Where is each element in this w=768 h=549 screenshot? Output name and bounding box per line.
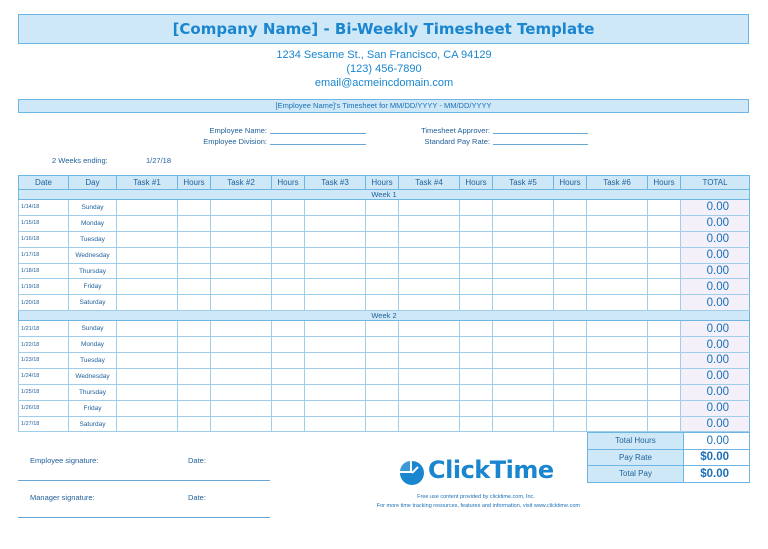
day-cell: Thursday [69, 263, 117, 279]
date-cell: 1/24/18 [19, 368, 69, 384]
approver-field[interactable] [493, 133, 588, 134]
hours-cell[interactable] [460, 353, 493, 369]
total-hours-value: 0.00 [684, 433, 750, 450]
timesheet-table [18, 175, 750, 432]
hours-cell[interactable] [366, 279, 399, 295]
hours-cell[interactable] [648, 416, 681, 432]
task-cell[interactable] [587, 384, 648, 400]
hours-cell[interactable] [554, 231, 587, 247]
row-total-cell: 0.00 [681, 231, 750, 247]
column-header: Task #1 [117, 176, 178, 190]
total-pay-label: Total Pay [588, 466, 684, 483]
date-cell: 1/27/18 [19, 416, 69, 432]
date-cell: 1/26/18 [19, 400, 69, 416]
task-cell[interactable] [493, 321, 554, 337]
hours-cell[interactable] [460, 384, 493, 400]
employee-name-field[interactable] [270, 133, 366, 134]
task-cell[interactable] [399, 279, 460, 295]
task-cell[interactable] [399, 337, 460, 353]
task-cell[interactable] [587, 368, 648, 384]
hours-cell[interactable] [554, 279, 587, 295]
day-cell: Tuesday [69, 231, 117, 247]
task-cell[interactable] [117, 337, 178, 353]
hours-cell[interactable] [178, 400, 211, 416]
table-row [19, 263, 750, 279]
hours-cell[interactable] [460, 368, 493, 384]
task-cell[interactable] [211, 279, 272, 295]
total-pay-row [588, 466, 750, 483]
task-cell[interactable] [211, 215, 272, 231]
task-cell[interactable] [493, 200, 554, 216]
hours-cell[interactable] [460, 416, 493, 432]
task-cell[interactable] [587, 337, 648, 353]
hours-cell[interactable] [460, 231, 493, 247]
column-header: Task #5 [493, 176, 554, 190]
task-cell[interactable] [587, 416, 648, 432]
hours-cell[interactable] [554, 200, 587, 216]
task-cell[interactable] [305, 279, 366, 295]
date-cell: 1/22/18 [19, 337, 69, 353]
task-cell[interactable] [117, 321, 178, 337]
task-cell[interactable] [117, 400, 178, 416]
column-header: Task #2 [211, 176, 272, 190]
hours-cell[interactable] [272, 200, 305, 216]
task-cell[interactable] [493, 384, 554, 400]
task-cell[interactable] [399, 215, 460, 231]
summary-pay-rate-label: Pay Rate [588, 449, 684, 466]
pay-rate-row [588, 449, 750, 466]
hours-cell[interactable] [178, 321, 211, 337]
column-header: Hours [554, 176, 587, 190]
table-row [19, 321, 750, 337]
column-header: Hours [460, 176, 493, 190]
task-cell[interactable] [117, 416, 178, 432]
hours-cell[interactable] [366, 400, 399, 416]
hours-cell[interactable] [648, 384, 681, 400]
table-header-row [19, 176, 750, 190]
row-total-cell: 0.00 [681, 247, 750, 263]
task-cell[interactable] [117, 279, 178, 295]
hours-cell[interactable] [366, 200, 399, 216]
task-cell[interactable] [587, 215, 648, 231]
hours-cell[interactable] [178, 295, 211, 311]
day-cell: Monday [69, 337, 117, 353]
task-cell[interactable] [399, 384, 460, 400]
timesheet-subtitle: [Employee Name]'s Timesheet for MM/DD/YYYY - MM/DD/YYYY [18, 99, 749, 113]
task-cell[interactable] [493, 279, 554, 295]
task-cell[interactable] [305, 337, 366, 353]
row-total-cell: 0.00 [681, 295, 750, 311]
hours-cell[interactable] [366, 215, 399, 231]
task-cell[interactable] [493, 400, 554, 416]
table-row [19, 295, 750, 311]
hours-cell[interactable] [178, 384, 211, 400]
hours-cell[interactable] [272, 353, 305, 369]
hours-cell[interactable] [460, 321, 493, 337]
task-cell[interactable] [117, 295, 178, 311]
hours-cell[interactable] [648, 295, 681, 311]
hours-cell[interactable] [648, 215, 681, 231]
hours-cell[interactable] [272, 295, 305, 311]
task-cell[interactable] [211, 231, 272, 247]
task-cell[interactable] [493, 215, 554, 231]
employee-date-label: Date: [188, 456, 206, 465]
pay-rate-field[interactable] [493, 144, 588, 145]
task-cell[interactable] [587, 200, 648, 216]
table-row [19, 337, 750, 353]
hours-cell[interactable] [460, 200, 493, 216]
date-cell: 1/20/18 [19, 295, 69, 311]
task-cell[interactable] [305, 263, 366, 279]
hours-cell[interactable] [554, 295, 587, 311]
hours-cell[interactable] [648, 247, 681, 263]
summary-pay-rate-value[interactable]: $0.00 [684, 449, 750, 466]
date-cell: 1/18/18 [19, 263, 69, 279]
employee-signature-line[interactable] [18, 480, 270, 481]
task-cell[interactable] [211, 247, 272, 263]
table-row [19, 215, 750, 231]
manager-signature-label: Manager signature: [30, 493, 95, 502]
clicktime-logo-icon [397, 458, 427, 486]
week-label: Week 1 [19, 190, 750, 200]
task-cell[interactable] [117, 200, 178, 216]
column-header: Day [69, 176, 117, 190]
day-cell: Friday [69, 400, 117, 416]
hours-cell[interactable] [272, 416, 305, 432]
task-cell[interactable] [117, 368, 178, 384]
task-cell[interactable] [493, 295, 554, 311]
date-cell: 1/23/18 [19, 353, 69, 369]
hours-cell[interactable] [554, 215, 587, 231]
table-row [19, 368, 750, 384]
task-cell[interactable] [399, 400, 460, 416]
table-row [19, 353, 750, 369]
employee-division-label: Employee Division: [203, 137, 267, 146]
task-cell[interactable] [305, 416, 366, 432]
task-cell[interactable] [211, 384, 272, 400]
task-cell[interactable] [305, 231, 366, 247]
hours-cell[interactable] [178, 200, 211, 216]
task-cell[interactable] [399, 200, 460, 216]
task-cell[interactable] [117, 353, 178, 369]
hours-cell[interactable] [178, 337, 211, 353]
employee-division-field[interactable] [270, 144, 366, 145]
hours-cell[interactable] [554, 247, 587, 263]
table-row [19, 231, 750, 247]
manager-signature-line[interactable] [18, 517, 270, 518]
footer-line-1: Free use content provided by clicktime.com, Inc. [417, 494, 535, 500]
table-row [19, 279, 750, 295]
hours-cell[interactable] [554, 416, 587, 432]
summary-table [587, 432, 750, 483]
total-hours-label: Total Hours [588, 433, 684, 450]
hours-cell[interactable] [554, 321, 587, 337]
task-cell[interactable] [211, 368, 272, 384]
hours-cell[interactable] [460, 247, 493, 263]
task-cell[interactable] [399, 321, 460, 337]
task-cell[interactable] [587, 400, 648, 416]
hours-cell[interactable] [460, 337, 493, 353]
task-cell[interactable] [493, 247, 554, 263]
row-total-cell: 0.00 [681, 384, 750, 400]
column-header: Task #3 [305, 176, 366, 190]
day-cell: Wednesday [69, 247, 117, 263]
hours-cell[interactable] [272, 368, 305, 384]
task-cell[interactable] [211, 353, 272, 369]
hours-cell[interactable] [178, 279, 211, 295]
hours-cell[interactable] [648, 368, 681, 384]
task-cell[interactable] [399, 353, 460, 369]
row-total-cell: 0.00 [681, 337, 750, 353]
task-cell[interactable] [493, 337, 554, 353]
day-cell: Saturday [69, 416, 117, 432]
hours-cell[interactable] [554, 384, 587, 400]
row-total-cell: 0.00 [681, 368, 750, 384]
table-row [19, 384, 750, 400]
column-header: Task #6 [587, 176, 648, 190]
task-cell[interactable] [399, 263, 460, 279]
employee-signature-label: Employee signature: [30, 456, 99, 465]
task-cell[interactable] [211, 321, 272, 337]
approver-label: Timesheet Approver: [421, 126, 490, 135]
weeks-ending-value[interactable]: 1/27/18 [146, 156, 172, 165]
hours-cell[interactable] [554, 263, 587, 279]
column-header: Hours [648, 176, 681, 190]
task-cell[interactable] [399, 368, 460, 384]
manager-date-label: Date: [188, 493, 206, 502]
table-row [19, 247, 750, 263]
hours-cell[interactable] [272, 337, 305, 353]
task-cell[interactable] [305, 400, 366, 416]
employee-name-label: Employee Name: [209, 126, 267, 135]
task-cell[interactable] [305, 215, 366, 231]
company-address: 1234 Sesame St., San Francisco, CA 94129 [276, 49, 492, 61]
column-header: Date [19, 176, 69, 190]
row-total-cell: 0.00 [681, 416, 750, 432]
hours-cell[interactable] [272, 279, 305, 295]
date-cell: 1/21/18 [19, 321, 69, 337]
task-cell[interactable] [211, 337, 272, 353]
hours-cell[interactable] [460, 400, 493, 416]
hours-cell[interactable] [366, 321, 399, 337]
hours-cell[interactable] [648, 353, 681, 369]
task-cell[interactable] [117, 247, 178, 263]
task-cell[interactable] [399, 247, 460, 263]
task-cell[interactable] [493, 231, 554, 247]
date-cell: 1/19/18 [19, 279, 69, 295]
company-email: email@acmeincdomain.com [314, 77, 454, 89]
task-cell[interactable] [399, 231, 460, 247]
task-cell[interactable] [587, 353, 648, 369]
row-total-cell: 0.00 [681, 279, 750, 295]
footer-line-2: For more time tracking resources, features and information, visit www.clicktime.com [376, 503, 580, 509]
week-header-row [19, 190, 750, 200]
task-cell[interactable] [211, 400, 272, 416]
hours-cell[interactable] [366, 295, 399, 311]
date-cell: 1/14/18 [19, 200, 69, 216]
hours-cell[interactable] [648, 263, 681, 279]
table-row [19, 416, 750, 432]
hours-cell[interactable] [272, 215, 305, 231]
company-phone: (123) 456-7890 [346, 63, 422, 75]
task-cell[interactable] [117, 231, 178, 247]
hours-cell[interactable] [272, 231, 305, 247]
hours-cell[interactable] [648, 231, 681, 247]
hours-cell[interactable] [366, 337, 399, 353]
day-cell: Sunday [69, 200, 117, 216]
task-cell[interactable] [211, 416, 272, 432]
task-cell[interactable] [117, 215, 178, 231]
hours-cell[interactable] [178, 353, 211, 369]
total-pay-value: $0.00 [684, 466, 750, 483]
day-cell: Monday [69, 215, 117, 231]
row-total-cell: 0.00 [681, 200, 750, 216]
hours-cell[interactable] [366, 247, 399, 263]
task-cell[interactable] [305, 321, 366, 337]
hours-cell[interactable] [648, 279, 681, 295]
task-cell[interactable] [493, 368, 554, 384]
clicktime-brand: ClickTime [428, 456, 554, 484]
hours-cell[interactable] [554, 353, 587, 369]
hours-cell[interactable] [178, 416, 211, 432]
task-cell[interactable] [587, 263, 648, 279]
hours-cell[interactable] [460, 215, 493, 231]
hours-cell[interactable] [460, 295, 493, 311]
day-cell: Sunday [69, 321, 117, 337]
hours-cell[interactable] [554, 400, 587, 416]
hours-cell[interactable] [554, 337, 587, 353]
hours-cell[interactable] [366, 231, 399, 247]
day-cell: Tuesday [69, 353, 117, 369]
day-cell: Friday [69, 279, 117, 295]
task-cell[interactable] [493, 263, 554, 279]
row-total-cell: 0.00 [681, 353, 750, 369]
hours-cell[interactable] [272, 247, 305, 263]
task-cell[interactable] [587, 247, 648, 263]
task-cell[interactable] [587, 279, 648, 295]
task-cell[interactable] [493, 416, 554, 432]
row-total-cell: 0.00 [681, 321, 750, 337]
hours-cell[interactable] [366, 384, 399, 400]
hours-cell[interactable] [272, 384, 305, 400]
date-cell: 1/25/18 [19, 384, 69, 400]
hours-cell[interactable] [648, 337, 681, 353]
day-cell: Wednesday [69, 368, 117, 384]
week-label: Week 2 [19, 311, 750, 321]
task-cell[interactable] [305, 295, 366, 311]
task-cell[interactable] [211, 200, 272, 216]
task-cell[interactable] [399, 416, 460, 432]
hours-cell[interactable] [366, 263, 399, 279]
column-header: Task #4 [399, 176, 460, 190]
hours-cell[interactable] [178, 231, 211, 247]
task-cell[interactable] [211, 295, 272, 311]
task-cell[interactable] [587, 231, 648, 247]
task-cell[interactable] [305, 368, 366, 384]
day-cell: Thursday [69, 384, 117, 400]
task-cell[interactable] [117, 263, 178, 279]
date-cell: 1/16/18 [19, 231, 69, 247]
hours-cell[interactable] [178, 368, 211, 384]
hours-cell[interactable] [648, 400, 681, 416]
pay-rate-label: Standard Pay Rate: [424, 137, 490, 146]
column-header: Hours [366, 176, 399, 190]
weeks-ending-label: 2 Weeks ending: [52, 156, 108, 165]
task-cell[interactable] [211, 263, 272, 279]
hours-cell[interactable] [178, 247, 211, 263]
hours-cell[interactable] [648, 200, 681, 216]
row-total-cell: 0.00 [681, 215, 750, 231]
task-cell[interactable] [493, 353, 554, 369]
table-row [19, 400, 750, 416]
column-header: Hours [178, 176, 211, 190]
row-total-cell: 0.00 [681, 263, 750, 279]
day-cell: Saturday [69, 295, 117, 311]
column-header: Hours [272, 176, 305, 190]
hours-cell[interactable] [178, 263, 211, 279]
hours-cell[interactable] [366, 368, 399, 384]
week-header-row [19, 311, 750, 321]
hours-cell[interactable] [460, 263, 493, 279]
hours-cell[interactable] [460, 279, 493, 295]
task-cell[interactable] [305, 200, 366, 216]
task-cell[interactable] [305, 353, 366, 369]
date-cell: 1/15/18 [19, 215, 69, 231]
row-total-cell: 0.00 [681, 400, 750, 416]
hours-cell[interactable] [366, 353, 399, 369]
column-header: TOTAL [681, 176, 750, 190]
hours-cell[interactable] [178, 215, 211, 231]
total-hours-row [588, 433, 750, 450]
hours-cell[interactable] [366, 416, 399, 432]
hours-cell[interactable] [648, 321, 681, 337]
task-cell[interactable] [587, 295, 648, 311]
task-cell[interactable] [305, 384, 366, 400]
task-cell[interactable] [587, 321, 648, 337]
task-cell[interactable] [399, 295, 460, 311]
hours-cell[interactable] [272, 400, 305, 416]
timesheet-title: [Company Name] - Bi-Weekly Timesheet Template [18, 14, 749, 44]
date-cell: 1/17/18 [19, 247, 69, 263]
task-cell[interactable] [305, 247, 366, 263]
task-cell[interactable] [117, 384, 178, 400]
hours-cell[interactable] [272, 321, 305, 337]
hours-cell[interactable] [272, 263, 305, 279]
hours-cell[interactable] [554, 368, 587, 384]
table-row [19, 200, 750, 216]
